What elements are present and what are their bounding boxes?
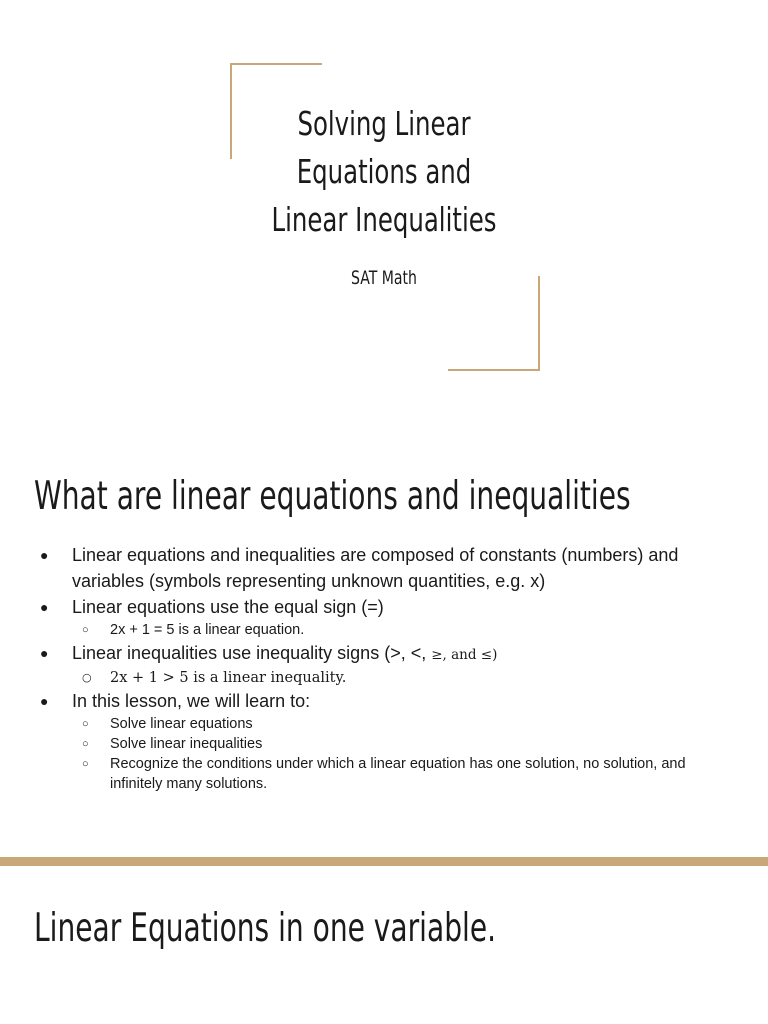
sub-bullet-item: ○ 2x + 1 = 5 is a linear equation. (72, 620, 738, 640)
title-line: Equations and (296, 152, 472, 191)
slide-subtitle: SAT Math (351, 267, 417, 289)
slide-heading: What are linear equations and inequalities (34, 474, 631, 519)
bullet-item (0, 542, 768, 594)
sub-bullet-item: ○ Solve linear inequalities (72, 734, 738, 754)
sub-bullet-list (72, 714, 738, 794)
overview-slide (0, 420, 768, 857)
slide-divider (0, 857, 768, 866)
sub-bullet-item: ○ Recognize the conditions under which a linear equation has one solution, no solution, and infinitely many solutions. (72, 754, 738, 794)
title-line: Linear Inequalities (271, 200, 497, 239)
sub-bullet-list (72, 620, 738, 640)
sub-bullet-item: ○ Solve linear equations (72, 714, 738, 734)
bullet-text: Linear equations and inequalities are composed of constants (numbers) and variables (symbols representing unknown quantities, e.g. x) (72, 545, 679, 591)
slide-heading: Linear Equations in one variable. (34, 906, 497, 951)
bullet-list (0, 542, 768, 794)
bullet-text: In this lesson, we will learn to: (72, 691, 311, 711)
bullet-text: Linear equations use the equal sign (=) (72, 597, 384, 617)
title-slide (0, 0, 768, 420)
sub-bullet-list (72, 668, 738, 688)
bullet-text-symbols: ≥, and ≤) (431, 647, 498, 663)
sub-bullet-item: ○ 2x + 1 > 5 is a linear inequality. (72, 668, 738, 688)
bullet-item (0, 640, 768, 688)
title-line: Solving Linear (297, 104, 471, 143)
slide-title (248, 100, 520, 244)
next-slide (0, 866, 768, 1024)
bullet-item (0, 594, 768, 640)
bullet-item (0, 688, 768, 794)
bullet-text: Linear inequalities use inequality signs (>, <, (72, 643, 432, 663)
